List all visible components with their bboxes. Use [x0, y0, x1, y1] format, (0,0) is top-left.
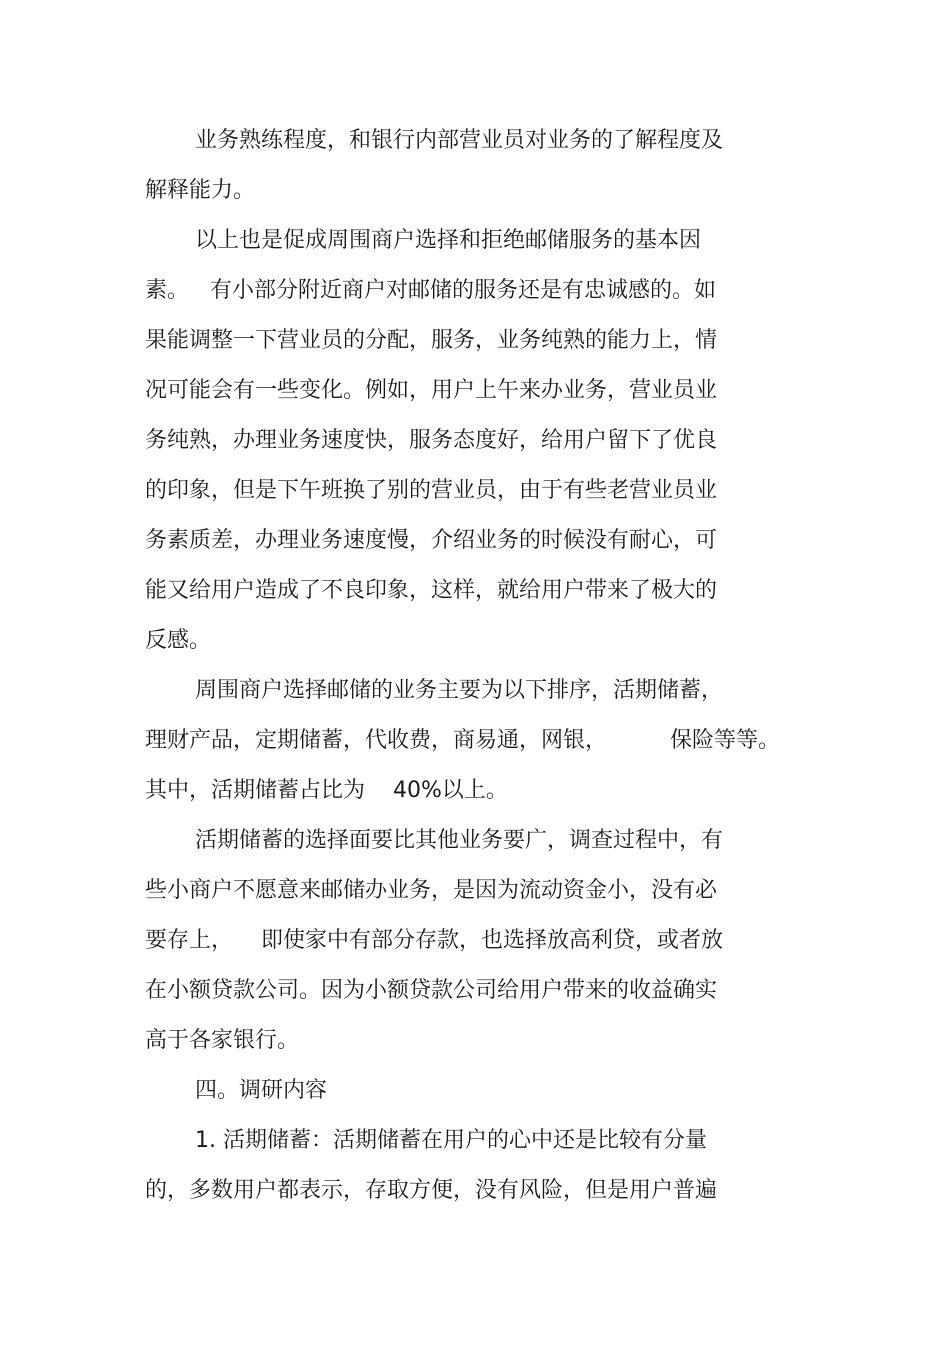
text-line: 在小额贷款公司。因为小额贷款公司给用户带来的收益确实 — [145, 978, 718, 1003]
text-line: 业务熟练程度，和银行内部营业员对业务的了解程度及 — [195, 128, 724, 153]
text-line: 反感。 — [145, 628, 212, 653]
text-line: 务纯熟，办理业务速度快，服务态度好，给用户留下了优良 — [145, 428, 718, 453]
text-line: 素。 有小部分附近商户对邮储的服务还是有忠诚感的。如 — [145, 278, 716, 303]
text-line: 以上也是促成周围商户选择和拒绝邮储服务的基本因 — [195, 228, 702, 253]
text-line: 1. 活期储蓄：活期储蓄在用户的心中还是比较有分量 — [195, 1128, 707, 1153]
text-line: 的印象，但是下午班换了别的营业员，由于有些老营业员业 — [145, 478, 718, 503]
text-line: 要存上， 即使家中有部分存款，也选择放高利贷，或者放 — [145, 928, 723, 953]
text-line: 高于各家银行。 — [145, 1028, 300, 1053]
text-line: 的，多数用户都表示，存取方便，没有风险，但是用户普遍 — [145, 1178, 718, 1203]
text-line: 其中，活期储蓄占比为 40%以上。 — [145, 778, 508, 803]
text-line: 况可能会有一些变化。例如，用户上午来办业务，营业员业 — [145, 378, 718, 403]
text-line: 务素质差，办理业务速度慢，介绍业务的时候没有耐心，可 — [145, 528, 718, 553]
section-heading: 四。调研内容 — [195, 1078, 328, 1103]
text-line: 活期储蓄的选择面要比其他业务要广，调查过程中，有 — [195, 828, 724, 853]
text-line: 理财产品，定期储蓄，代收费，商易通，网银， 保险等等。 — [145, 728, 780, 753]
text-line: 周围商户选择邮储的业务主要为以下排序，活期储蓄， — [195, 678, 724, 703]
text-line: 解释能力。 — [145, 178, 256, 203]
text-line: 能又给用户造成了不良印象，这样，就给用户带来了极大的 — [145, 578, 718, 603]
text-line: 果能调整一下营业员的分配，服务，业务纯熟的能力上，情 — [145, 328, 718, 353]
text-line: 些小商户不愿意来邮储办业务，是因为流动资金小，没有必 — [145, 878, 718, 903]
